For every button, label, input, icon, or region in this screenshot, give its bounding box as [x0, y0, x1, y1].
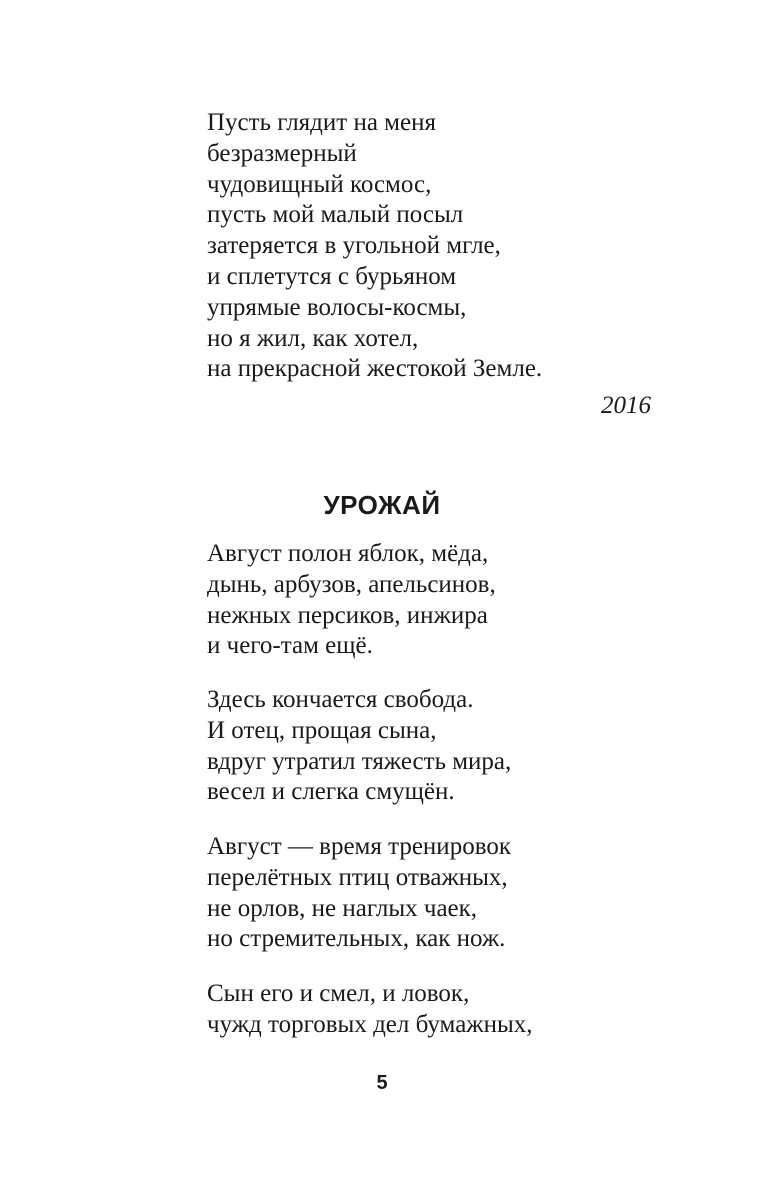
poem-line: весел и слегка смущён.: [207, 778, 455, 806]
poem-line: Август полон яблок, мёда,: [207, 540, 489, 567]
stanza: [207, 685, 511, 808]
poem-ending: [207, 108, 542, 385]
poem-line: чудовищный космос,: [207, 170, 432, 198]
poem-line: вдруг утратил тяжесть мира,: [207, 747, 512, 775]
poem-line: перелётных птиц отважных,: [207, 863, 508, 891]
poem-line: Август — время тренировок: [207, 833, 511, 860]
poem-line: Здесь кончается свобода.: [207, 686, 474, 713]
stanza: [207, 979, 533, 1041]
poem-line: затеряется в угольной мгле,: [207, 232, 501, 260]
poem-line: Сын его и смел, и ловок,: [207, 980, 470, 1007]
poem-line: пусть мой малый посыл: [207, 201, 464, 229]
poem-title: УРОЖАЙ: [323, 490, 441, 520]
poem-line: но я жил, как хотел,: [207, 324, 419, 352]
poem-line: нежных персиков, инжира: [207, 601, 488, 629]
poem-line: дынь, арбузов, апельсинов,: [207, 570, 496, 598]
poem-line: чужд торговых дел бумажных,: [207, 1010, 533, 1038]
stanza: [207, 832, 511, 955]
poem-line: и сплетутся с бурьяном: [207, 262, 457, 290]
poem-line: и чего-там ещё.: [207, 632, 373, 660]
poem-line: не орлов, не наглых чаек,: [207, 894, 478, 922]
poem-line: упрямые волосы-космы,: [207, 293, 467, 321]
poem-line: Пусть глядит на меня: [207, 109, 436, 136]
stanza: [207, 539, 496, 662]
poem-line: но стремительных, как нож.: [207, 925, 506, 953]
poem-line: И отец, прощая сына,: [207, 716, 437, 744]
poem-date: 2016: [601, 392, 651, 419]
poem-line: безразмерный: [207, 139, 357, 167]
poem-line: на прекрасной жестокой Земле.: [207, 355, 543, 383]
page-number: 5: [376, 1072, 388, 1094]
